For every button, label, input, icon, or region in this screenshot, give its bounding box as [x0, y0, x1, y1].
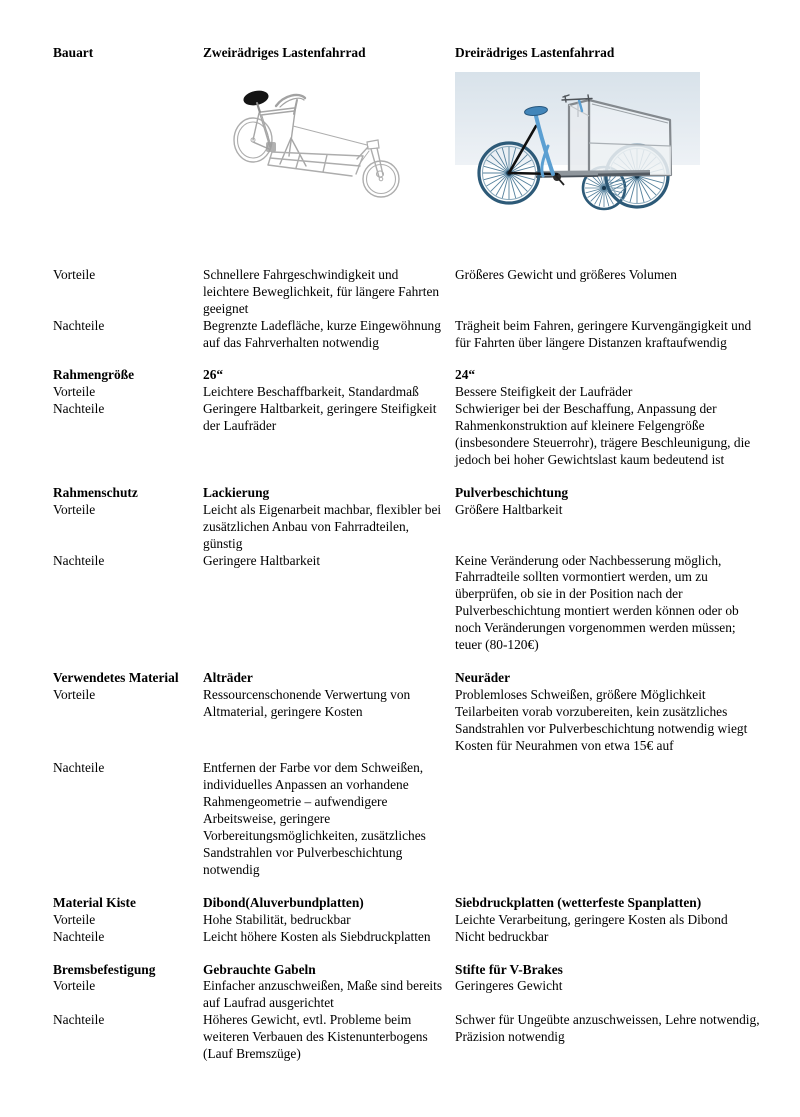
col2-header: 26“	[203, 367, 224, 383]
saddle	[243, 89, 269, 112]
cell-label: Vorteile	[53, 686, 96, 702]
cell-label: Vorteile	[53, 266, 96, 282]
cell-label: Vorteile	[53, 911, 96, 927]
cell-col2: Schnellere Fahrgeschwindigkeit und leichtere Beweglichkeit, für längere Fahrten geeignet	[203, 266, 440, 316]
cell-label: Nachteile	[53, 1012, 105, 1028]
cell-col3: Schwieriger bei der Beschaffung, Anpassung der Rahmenkonstruktion auf kleinere Felgengröße (insbesondere Steuerrohr), trägere Beschleunigung, die jedoch bei hoher Gewichtslast kaum bedeutend ist	[455, 401, 751, 467]
section-rahmengroesse	[53, 367, 760, 468]
col3-header: Dreirädriges Lastenfahrrad	[455, 45, 615, 60]
cell-label: Nachteile	[53, 760, 105, 776]
cell-col2: Einfacher anzuschweißen, Maße sind bereits auf Laufrad ausgerichtet	[203, 978, 443, 1011]
three-wheel-image-cell	[455, 62, 760, 238]
cell-label: Nachteile	[53, 317, 105, 333]
cell-col2: Leicht als Eigenarbeit machbar, flexibler bei zusätzlichen Anbau von Fahrradteilen, günstig	[203, 501, 442, 551]
cell-col3: Größere Haltbarkeit	[455, 501, 563, 517]
cell-col2: Ressourcenschonende Verwertung von Altmaterial, geringere Kosten	[203, 686, 411, 719]
cell-col3: Geringeres Gewicht	[455, 978, 563, 994]
section-bauart	[53, 45, 760, 351]
row-nachteile	[53, 929, 760, 946]
cell-col3: Bessere Steifigkeit der Laufräder	[455, 384, 633, 400]
col3-header: 24“	[455, 367, 476, 383]
cell-col3: Problemloses Schweißen, größere Möglichkeit Teilarbeiten vorab vorzubereiten, kein zusätzliches Sandstrahlen vor Pulverbeschichtung notwendig wiegt Kosten für Neurahmen von etwa 15€ auf	[455, 686, 748, 753]
section-header-row	[53, 670, 760, 687]
three-wheel-cargo-trike-image	[455, 62, 700, 238]
col2-header: Alträder	[203, 669, 253, 685]
frame	[253, 104, 306, 166]
cell-col2: Entfernen der Farbe vor dem Schweißen, individuelles Anpassen an vorhandene Rahmengeometrie – aufwendigere Arbeitsweise, geringere Vorbereitungsmöglichkeiten, zusätzliches Sandstrahlen vor Pulverbeschichtung notwendig	[203, 760, 426, 877]
cell-col2: Höheres Gewicht, evtl. Probleme beim weiteren Verbauen des Kistenunterbogens (Lauf Bremszüge)	[203, 1012, 428, 1062]
comparison-table	[53, 45, 760, 1079]
cell-label: Nachteile	[53, 401, 105, 417]
col3-header: Neuräder	[455, 669, 511, 685]
row-header-label: Material Kiste	[53, 894, 136, 910]
cell-col2: Geringere Haltbarkeit	[203, 552, 321, 568]
cell-col3: Nicht bedruckbar	[455, 928, 549, 944]
row-header-label: Rahmenschutz	[53, 484, 138, 500]
section-header-row	[53, 367, 760, 384]
section-bremsbefestigung	[53, 962, 760, 1063]
cell-label: Nachteile	[53, 928, 105, 944]
col2-header: Zweirädriges Lastenfahrrad	[203, 45, 366, 60]
row-header-label: Bauart	[53, 45, 94, 60]
row-vorteile	[53, 978, 760, 1012]
cell-label: Nachteile	[53, 552, 105, 568]
row-nachteile	[53, 401, 760, 469]
cell-col2: Leicht höhere Kosten als Siebdruckplatten	[203, 928, 431, 944]
col3-header: Pulverbeschichtung	[455, 484, 569, 500]
cell-col2: Geringere Haltbarkeit, geringere Steifigkeit der Laufräder	[203, 401, 437, 434]
cell-col3: Leichte Verarbeitung, geringere Kosten als Dibond	[455, 911, 728, 927]
cell-col3: Keine Veränderung oder Nachbesserung möglich, Fahrradteile sollten vormontiert werden, um zu überprüfen, ob sie in der Position nach der Pulverbeschichtung montiert werden können oder ob noch Veränderungen vorgenommen werden müssen; teuer (80-120€)	[455, 552, 739, 653]
two-wheel-image-cell	[203, 62, 455, 239]
cell-col2: Leichtere Beschaffbarkeit, Standardmaß	[203, 384, 419, 400]
row-header-label: Rahmengröße	[53, 367, 135, 383]
two-wheel-cargo-bike-image	[226, 66, 445, 239]
cell-col2: Hohe Stabilität, bedruckbar	[203, 911, 351, 927]
row-nachteile	[53, 318, 760, 352]
cell-label: Vorteile	[53, 978, 96, 994]
row-header-label: Bremsbefestigung	[53, 961, 156, 977]
row-vorteile	[53, 912, 760, 929]
section-verwendetes-material	[53, 670, 760, 879]
cell-label: Vorteile	[53, 501, 96, 517]
cell-col2: Begrenzte Ladefläche, kurze Eingewöhnung auf das Fahrverhalten notwendig	[203, 317, 441, 350]
cell-col3: Trägheit beim Fahren, geringere Kurvengängigkeit und für Fahrten über längere Distanzen kraftaufwendig	[455, 317, 752, 350]
row-vorteile	[53, 267, 760, 318]
section-material-kiste	[53, 895, 760, 946]
bike-drawing	[234, 89, 399, 197]
row-vorteile	[53, 502, 760, 553]
cell-label: Vorteile	[53, 384, 96, 400]
row-nachteile	[53, 760, 760, 878]
row-header-label: Verwendetes Material	[53, 669, 179, 685]
cell-col3: Größeres Gewicht und größeres Volumen	[455, 266, 677, 282]
section-header-row	[53, 45, 760, 62]
cell-col3: Schwer für Ungeübte anzuschweissen, Lehre notwendig, Präzision notwendig	[455, 1012, 760, 1045]
col2-header: Lackierung	[203, 484, 270, 500]
row-vorteile	[53, 384, 760, 401]
row-nachteile	[53, 1012, 760, 1063]
cargo-platform	[268, 126, 367, 176]
col3-header: Siebdruckplatten (wetterfeste Spanplatten)	[455, 894, 702, 910]
section-header-row	[53, 895, 760, 912]
image-row	[53, 62, 760, 239]
row-nachteile	[53, 553, 760, 654]
section-header-row	[53, 962, 760, 979]
row-vorteile	[53, 687, 760, 755]
col3-header: Stifte für V-Brakes	[455, 961, 563, 977]
section-rahmenschutz	[53, 485, 760, 654]
col2-header: Gebrauchte Gabeln	[203, 961, 316, 977]
front-fork	[357, 140, 384, 177]
col2-header: Dibond(Aluverbundplatten)	[203, 894, 364, 910]
section-header-row	[53, 485, 760, 502]
